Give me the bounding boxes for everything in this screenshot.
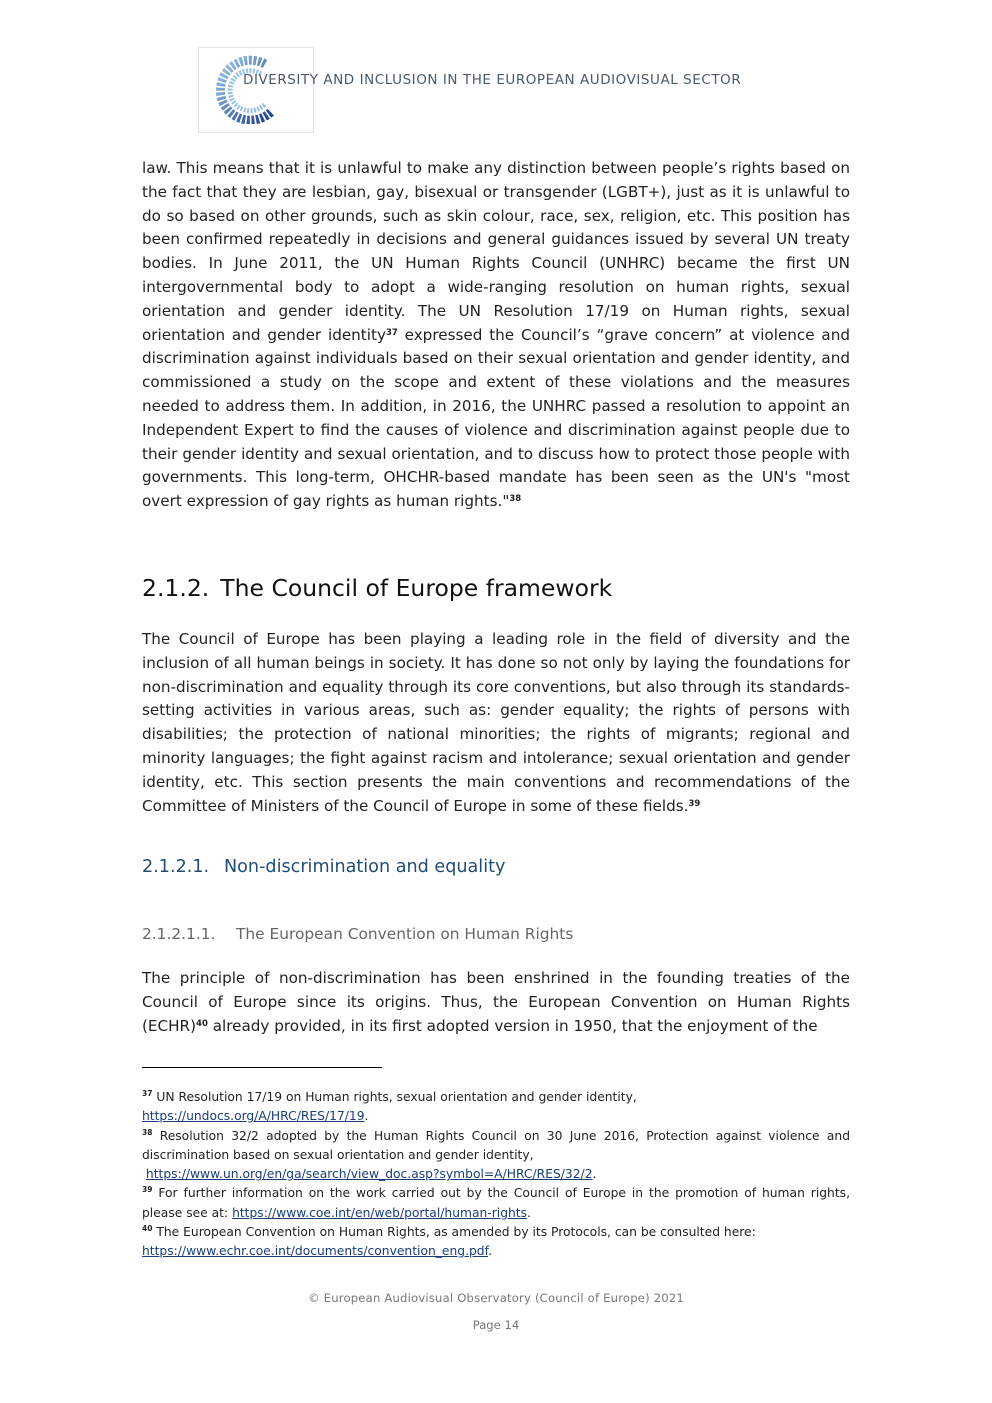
footnote: $^{38}$ Resolution 32/2 adopted by the Human Rights Council on 30 June 2016, Protection against violence and discrimination based on sexual orientation and gender identity, https://www.un.org/en/ga/search/view_doc.asp?symbol=A/HRC/RES/32/2.: [142, 1127, 850, 1182]
section-heading: 2.1.2. The Council of Europe framework: [142, 574, 613, 602]
page-number: Page 14: [472, 1318, 520, 1332]
footnote: $^{40}$ The European Convention on Human Rights, as amended by its Protocols, can be consulted here: https://www.echr.coe.int/documents/convention_eng.pdf.: [142, 1224, 756, 1259]
footer-copyright: © European Audiovisual Observatory (Council of Europe) 2021: [307, 1291, 685, 1305]
paragraph-council-of-europe: The Council of Europe has been playing a leading role in the field of diversity and the inclusion of all human beings in society. It has done so not only by laying the foundations for non-discrimination and equality through its core conventions, but also through its standards-setting activities in various areas, such as: gender equality; the rights of persons with disabilities; the protection of national minorities; the rights of migrants; regional and minority languages; the fight against racism and intolerance; sexual orientation and gender identity, etc. This section presents the main conventions and recommendations of the Committee of Ministers of the Council of Europe in some of these fields.$^{39}$: [142, 630, 850, 815]
footnote: $^{37}$ UN Resolution 17/19 on Human rights, sexual orientation and gender identity, https://undocs.org/A/HRC/RES/17/19.: [142, 1089, 637, 1124]
footnote-ref[interactable]: 39: [688, 798, 701, 809]
paragraph-un-resolution: law. This means that it is unlawful to make any distinction between people’s rights based on the fact that they are lesbian, gay, bisexual or transgender (LGBT+), just as it is unlawful to do so based on other grounds, such as skin colour, race, sex, religion, etc. This position has been confirmed repeatedly in decisions and general guidances issued by several UN treaty bodies. In June 2011, the UN Human Rights Council (UNHRC) became the first UN intergovernmental body to adopt a wide-ranging resolution on human rights, sexual orientation and gender identity. The UN Resolution 17/19 on Human rights, sexual orientation and gender identity$^{37}$ expressed the Council’s “grave concern” at violence and discrimination against individuals based on their sexual orientation and gender identity, and commissioned a study on the scope and extent of these violations and the measures needed to address them. In addition, in 2016, the UNHRC passed a resolution to appoint an Independent Expert to find the causes of violence and discrimination against people due to their gender identity and sexual orientation, and to discuss how to protect those people with governments. This long-term, OHCHR-based mandate has been seen as the UN's "most overt expression of gay rights as human rights."$^{38}$: [142, 159, 851, 511]
subsubsection-heading: 2.1.2.1.1. The European Convention on Human Rights: [142, 925, 574, 943]
observatory-logo-icon: [213, 54, 283, 124]
footnotes: [142, 1088, 850, 1262]
footnote-link[interactable]: https://www.coe.int/en/web/portal/human-rights: [232, 1205, 528, 1220]
header-logo-box: [198, 47, 314, 133]
footnote-separator: [142, 1067, 382, 1068]
section-intro: [142, 628, 850, 818]
footnote: $^{39}$ For further information on the work carried out by the Council of Europe in the promotion of human rights, please see at: https://www.coe.int/en/web/portal/human-rights.: [142, 1185, 850, 1220]
footnote-link[interactable]: https://www.un.org/en/ga/search/view_doc.asp?symbol=A/HRC/RES/32/2: [145, 1167, 593, 1182]
subsection-heading: 2.1.2.1. Non-discrimination and equality: [142, 857, 506, 877]
main-text: [142, 157, 850, 514]
footnote-ref[interactable]: 37: [385, 327, 398, 338]
footnote-ref[interactable]: 40: [196, 1018, 208, 1029]
footnote-link[interactable]: https://undocs.org/A/HRC/RES/17/19: [142, 1109, 365, 1124]
paragraph-echr: The principle of non-discrimination has been enshrined in the founding treaties of the Council of Europe since its origins. Thus, the European Convention on Human Rights (ECHR)$^{40}$ already provided, in its first adopted version in 1950, that the enjoyment of the: [142, 969, 850, 1035]
footnote-ref[interactable]: 38: [509, 494, 522, 505]
footnote-link[interactable]: https://www.echr.coe.int/documents/convention_eng.pdf: [142, 1244, 489, 1259]
header-title: DIVERSITY AND INCLUSION IN THE EUROPEAN AUDIOVISUAL SECTOR: [243, 72, 742, 88]
echr-text: [142, 967, 850, 1038]
